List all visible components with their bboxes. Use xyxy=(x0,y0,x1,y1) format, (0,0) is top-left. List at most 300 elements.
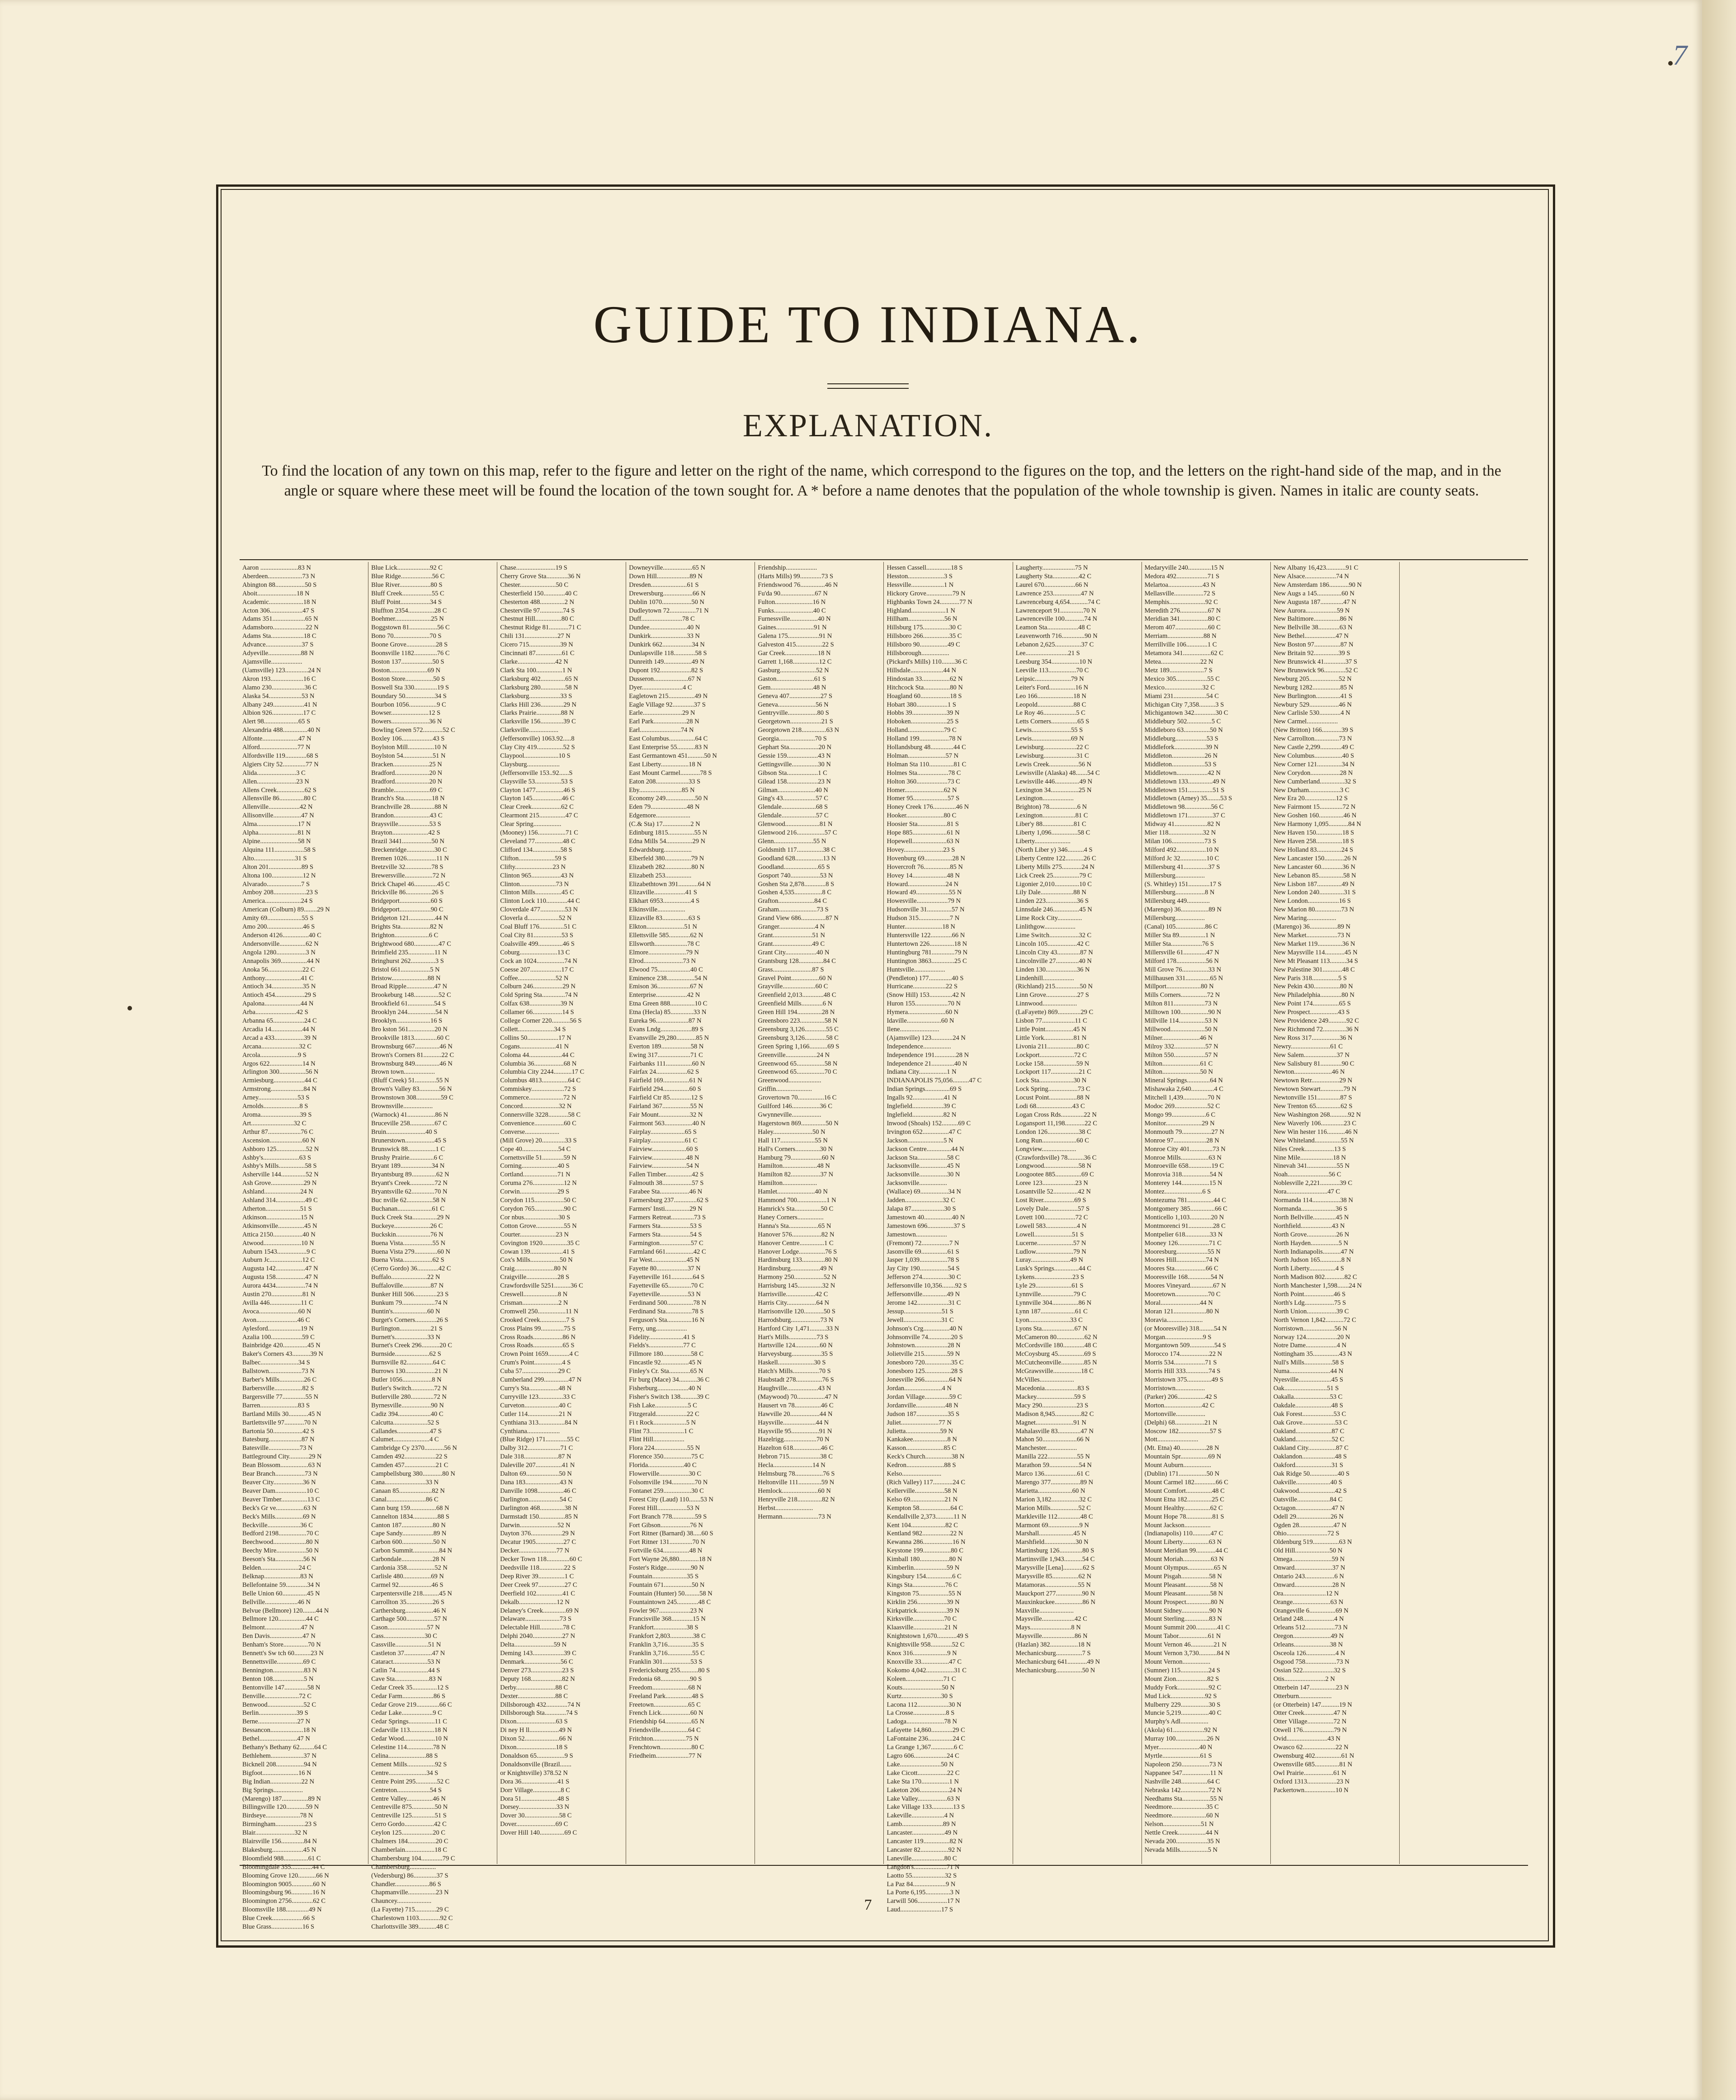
town-entry: New Durham...................3 C xyxy=(1273,786,1349,794)
town-entry: Burnett's....................33 N xyxy=(371,1333,440,1341)
town-entry: Burnet's Creek 296...........20 C xyxy=(371,1342,453,1350)
town-entry: (S. Whitley) 151.............17 S xyxy=(1144,880,1222,888)
town-entry: Chestnut Hill................80 C xyxy=(500,615,574,623)
town-entry: Edna Mills 54................29 N xyxy=(629,838,706,845)
town-entry: Jadden.......................32 C xyxy=(887,1197,955,1204)
town-entry: Enterprise...................42 N xyxy=(629,991,700,999)
town-entry: Blue Ridge...................56 C xyxy=(371,572,445,580)
town-entry: Hillsburg 175................30 C xyxy=(887,624,962,632)
town-entry: Huntertown 226...............18 N xyxy=(887,940,967,948)
town-entry: New Corydon..................28 N xyxy=(1273,769,1353,777)
town-entry: Bloomfield 988...............61 C xyxy=(242,1855,321,1862)
town-entry: Fidelity.....................41 S xyxy=(629,1333,695,1341)
town-entry: Hillsboro 90.................49 C xyxy=(887,641,960,649)
town-entry: Mooresburg...................55 N xyxy=(1144,1248,1221,1255)
town-entry: Orangeville 6................69 N xyxy=(1273,1607,1349,1614)
town-entry: Dexter.......................88 C xyxy=(500,1692,568,1700)
town-entry: Gaines.......................91 N xyxy=(758,624,827,632)
town-entry: Fountain (Hunter) 50.........58 N xyxy=(629,1590,712,1597)
town-entry: Lockport 117.................21 C xyxy=(1015,1068,1091,1076)
town-entry: Goodland.....................65 S xyxy=(758,863,830,871)
town-entry: Cana.........................33 N xyxy=(371,1478,439,1486)
town-entry: Corwin.......................29 S xyxy=(500,1188,570,1196)
index-top-rule xyxy=(240,559,1528,560)
town-entry: Franklin 3,716...............35 S xyxy=(629,1641,704,1649)
town-entry: New Lancaster 60.............36 N xyxy=(1273,863,1355,871)
town-entry: Bethany's Bethany 62.........64 C xyxy=(242,1744,327,1751)
town-entry: Atkinsonville................45 N xyxy=(242,1222,317,1230)
town-entry: Flowerville..................30 C xyxy=(629,1470,702,1478)
town-entry: Adamsboro....................22 N xyxy=(242,624,319,632)
town-entry: (Maywood) 70.................47 N xyxy=(758,1393,838,1401)
town-entry: Flint Hill................... xyxy=(629,1436,684,1444)
town-entry: Canaan 85....................82 N xyxy=(371,1487,445,1495)
town-entry: Heltonville 111..............59 N xyxy=(758,1478,835,1486)
town-entry: Kentland 982.................22 N xyxy=(887,1530,963,1538)
town-entry: Coalsville 499...............46 S xyxy=(500,940,575,948)
town-entry: Fairview.....................48 N xyxy=(629,1154,699,1161)
town-entry: Jasonville 69................61 S xyxy=(887,1248,959,1255)
index-column xyxy=(755,562,884,1864)
town-entry: New Holland 83...............24 S xyxy=(1273,846,1354,854)
town-entry: Bowser.......................12 S xyxy=(371,709,441,717)
town-entry: Holland......................79 C xyxy=(887,727,957,734)
town-entry: Canal........................86 C xyxy=(371,1496,439,1503)
town-entry: Claysville 53................53 S xyxy=(500,778,573,785)
town-entry: (Jeffersonville 153..92......S xyxy=(500,769,573,777)
town-entry: Morocco 174..................22 N xyxy=(1144,1350,1222,1358)
town-entry: Mount Vernon 3,730...........84 N xyxy=(1144,1650,1230,1657)
town-entry: North Madison 802............82 C xyxy=(1273,1274,1357,1281)
town-entry: Montpelier 618...............33 N xyxy=(1144,1231,1223,1238)
town-entry: Mount Healthy................62 C xyxy=(1144,1504,1223,1512)
town-entry: Columbia 36..................68 N xyxy=(500,1060,577,1067)
town-entry: Delectable Hill..............78 C xyxy=(500,1624,576,1632)
town-entry: Cape Sandy...................89 N xyxy=(371,1530,447,1538)
town-entry: Mount Jackson................ xyxy=(1144,1521,1211,1529)
town-entry: Kempton 58...................64 C xyxy=(887,1504,963,1512)
town-entry: Normanda.....................36 S xyxy=(1273,1205,1348,1213)
town-entry: Larwill 506..................17 N xyxy=(887,1897,960,1905)
town-entry: New Corner 121...............34 N xyxy=(1273,760,1355,768)
town-entry: Deerfield 102................41 C xyxy=(500,1590,576,1597)
town-entry: Delaware.....................73 S xyxy=(500,1615,572,1623)
town-entry: Bartland Mills 30............45 N xyxy=(242,1410,321,1418)
town-entry: Mineral Springs..............64 N xyxy=(1144,1077,1223,1085)
town-entry: Noah.........................56 C xyxy=(1273,1171,1341,1179)
town-entry: Alida........................3 C xyxy=(242,769,306,777)
town-entry: Centreville 125..............51 S xyxy=(371,1812,447,1820)
town-entry: Bunkum 79....................74 N xyxy=(371,1299,448,1307)
town-entry: Florida......................40 C xyxy=(629,1462,697,1469)
town-entry: Corydon 115..................50 C xyxy=(500,1197,576,1204)
town-entry: Cataract.....................53 N xyxy=(371,1658,441,1666)
town-entry: Oakalla......................53 C xyxy=(1273,1393,1343,1401)
town-entry: Blooming Grove 120...........66 N xyxy=(242,1872,329,1879)
town-entry: Mount Liberty................63 N xyxy=(1144,1538,1222,1546)
town-entry: Billingsville 120............59 N xyxy=(242,1803,319,1811)
town-entry: Clay City 419................52 S xyxy=(500,744,575,751)
town-entry: Nevada 200...................35 N xyxy=(1144,1838,1220,1845)
town-entry: Cor nbus.....................30 S xyxy=(500,1213,571,1221)
town-entry: Bruceville 258...............67 C xyxy=(371,1119,448,1127)
town-entry: Carpentersville 218..........45 N xyxy=(371,1590,452,1597)
town-entry: (North Liber y) 346..........4 S xyxy=(1015,846,1093,854)
town-entry: Bruin........................40 S xyxy=(371,1128,438,1136)
town-entry: Alvarado.....................7 S xyxy=(242,880,310,888)
town-entry: Converse..................... xyxy=(500,1128,560,1136)
town-entry: Grant........................49 C xyxy=(758,940,825,948)
town-entry: Mier 118.....................32 N xyxy=(1144,829,1216,837)
town-entry: Carthersburg.................46 N xyxy=(371,1607,446,1614)
town-entry: Celina.......................88 S xyxy=(371,1752,438,1760)
town-entry: Cogans......................41 N xyxy=(500,1043,569,1050)
town-entry: Fayetteville 161.............64 S xyxy=(629,1274,705,1281)
town-entry: Lynnville....................79 C xyxy=(1015,1291,1086,1298)
town-entry: Osceola 126..................4 N xyxy=(1273,1650,1345,1657)
town-entry: Celestine 114................78 N xyxy=(371,1744,446,1751)
town-entry: Honey Creek 176..............46 N xyxy=(887,803,969,811)
town-entry: Mount Moriah.................63 N xyxy=(1144,1556,1224,1563)
town-entry: Henryville 218...............82 N xyxy=(758,1496,835,1503)
town-entry: New Richmond 72..............36 N xyxy=(1273,1025,1359,1033)
town-entry: Hillsborough................. xyxy=(887,650,949,657)
town-entry: Mooney 126...................71 C xyxy=(1144,1239,1222,1247)
town-entry: Newtown Stewart..............79 N xyxy=(1273,1085,1357,1093)
town-entry: North Judson 165.............8 N xyxy=(1273,1256,1351,1264)
town-entry: New Augusta 187..............47 N xyxy=(1273,598,1357,606)
town-entry: Mooretown....................70 C xyxy=(1144,1291,1221,1298)
town-entry: Elrod........................73 N xyxy=(629,957,696,965)
town-entry: Ferguson's Sta...............16 N xyxy=(629,1316,705,1324)
town-entry: Niles Creek..................13 S xyxy=(1273,1145,1346,1153)
town-entry: Hope 885.....................61 N xyxy=(887,829,960,837)
town-entry: Curryville 123...............33 C xyxy=(500,1393,576,1401)
town-entry: New Washington 268...........92 N xyxy=(1273,1111,1361,1118)
town-entry: Branchville 28...............88 N xyxy=(371,803,448,811)
town-entry: East Enterprise 55...........83 N xyxy=(629,744,708,751)
town-entry: Lake Sta 170.................1 N xyxy=(887,1778,959,1785)
town-entry: Berne........................27 N xyxy=(242,1718,311,1726)
town-entry: Independence 191.............28 N xyxy=(887,1051,969,1059)
town-entry: Brookeburg 148...............52 C xyxy=(371,991,451,999)
town-entry: Craig........................80 N xyxy=(500,1265,567,1273)
town-entry: Manchester................... xyxy=(1015,1444,1077,1452)
town-entry: Oregon.......................49 N xyxy=(1273,1633,1344,1640)
town-entry: Mexico 305...................55 C xyxy=(1144,675,1220,683)
town-entry: Ossian 522...................32 S xyxy=(1273,1666,1346,1674)
town-entry: Leeville 113.................70 C xyxy=(1015,666,1089,674)
town-entry: Cross Roads..................65 S xyxy=(500,1342,575,1350)
town-entry: North Hayden.................5 N xyxy=(1273,1239,1349,1247)
town-entry: Chandler.....................86 S xyxy=(371,1880,441,1888)
town-entry: Marietta.....................60 N xyxy=(1015,1487,1085,1495)
town-entry: Alpha........................81 N xyxy=(242,829,311,837)
town-entry: Burnsville 82................64 C xyxy=(371,1359,446,1367)
town-entry: New Salem....................37 N xyxy=(1273,1051,1350,1059)
town-entry: Cincinnati 87................61 C xyxy=(500,650,575,657)
town-entry: Octagon......................47 N xyxy=(1273,1504,1345,1512)
town-entry: Belvue (Bellmore) 120........44 N xyxy=(242,1607,329,1614)
town-entry: Little York..................81 N xyxy=(1015,1034,1087,1042)
town-entry: (Jeffersonville) 1063.92.....8 xyxy=(500,735,575,743)
town-entry: Mount Etna 182...............25 C xyxy=(1144,1496,1225,1503)
town-entry: Alert 98.....................65 S xyxy=(242,718,311,726)
town-entry: East Columbus................64 C xyxy=(629,735,708,743)
town-entry: Notre Dame...................4 N xyxy=(1273,1342,1347,1350)
town-entry: Clarksville 156..............39 C xyxy=(500,718,576,726)
town-entry: Montmorenci 91...............28 C xyxy=(1144,1222,1226,1230)
town-entry: Freedom......................68 N xyxy=(629,1684,702,1691)
town-entry: Kasson.......................85 C xyxy=(887,1444,957,1452)
town-entry: Fontanet 259.................30 C xyxy=(629,1487,704,1495)
town-entry: Brookfield 61................54 S xyxy=(371,1000,446,1008)
town-entry: Longwood.....................58 N xyxy=(1015,1162,1092,1170)
town-entry: Luray........................49 N xyxy=(1015,1256,1083,1264)
town-entry: Leavenworth 716..............90 N xyxy=(1015,632,1098,640)
town-entry: Murphy's Adl................. xyxy=(1144,1718,1208,1726)
town-entry: Hamilton 82..................37 N xyxy=(758,1171,834,1179)
town-entry: Inwood (Shoals) 152..........69 C xyxy=(887,1119,971,1127)
town-entry: Lynn 187.....................61 C xyxy=(1015,1307,1088,1315)
town-entry: Amboy 208....................23 S xyxy=(242,889,318,897)
town-entry: Bessancon....................18 N xyxy=(242,1727,316,1734)
town-entry: Monmouth 79..................27 N xyxy=(1144,1128,1225,1136)
town-entry: Boston 137...................50 S xyxy=(371,658,444,665)
town-entry: Lowell.......................51 S xyxy=(1015,1231,1084,1238)
town-entry: Farmers Sta..................53 S xyxy=(629,1222,702,1230)
town-entry: Bro kston 561................20 N xyxy=(371,1025,448,1033)
index-column xyxy=(884,562,1013,1914)
town-entry: Marengo 377..................89 N xyxy=(1015,1478,1094,1486)
town-entry: Centre Valley................46 N xyxy=(371,1795,446,1803)
town-entry: New Ross 317.................36 N xyxy=(1273,1034,1353,1042)
town-entry: Laud.........................17 S xyxy=(887,1906,953,1914)
town-entry: Cowan 139....................41 S xyxy=(500,1248,575,1255)
town-entry: Franklin 301.................53 S xyxy=(629,1658,703,1666)
town-entry: Bowers.......................36 N xyxy=(371,718,442,726)
town-entry: Millville 114................53 N xyxy=(1144,1017,1218,1025)
town-entry: Gilead 158...................23 N xyxy=(758,778,831,785)
town-entry: Brunswick 88.................1 C xyxy=(371,1145,445,1153)
town-entry: New Fairmont 15..............72 N xyxy=(1273,803,1356,811)
town-entry: Liberty...................... xyxy=(1015,838,1071,845)
town-entry: Acton 306....................47 S xyxy=(242,607,315,614)
town-entry: Armiesburg...................44 C xyxy=(242,1077,317,1085)
town-entry: Bear Branch..................73 N xyxy=(242,1470,318,1478)
town-entry: Belden.......................24 C xyxy=(242,1564,311,1572)
town-entry: New Haven 150................18 S xyxy=(1273,829,1354,837)
town-entry: Lafayette 14,860.............29 C xyxy=(887,1727,965,1734)
town-entry: Beeson's Sta.................56 N xyxy=(242,1556,316,1563)
town-entry: Mott......................... xyxy=(1144,1436,1198,1444)
town-entry: Hamburg 79...................60 N xyxy=(758,1154,835,1161)
town-entry: Benwood......................52 C xyxy=(242,1701,316,1708)
town-entry: Morton.......................42 C xyxy=(1144,1402,1215,1409)
town-entry: Juliet.......................77 N xyxy=(887,1419,952,1426)
town-entry: Goodland 628.................13 N xyxy=(758,854,836,862)
town-entry: Millersburg.................. xyxy=(1144,915,1205,922)
town-entry: Hamlet.......................40 N xyxy=(758,1188,828,1196)
town-entry: Attica 2150..................40 N xyxy=(242,1231,316,1238)
town-entry: Fu'da 90.....................67 N xyxy=(758,590,828,597)
town-entry: Middletown 98................56 C xyxy=(1144,803,1224,811)
town-entry: Ingalls 92...................41 N xyxy=(887,1094,957,1102)
town-entry: Earl.........................74 N xyxy=(629,727,694,734)
town-entry: Hudsonville 31...............57 N xyxy=(887,906,965,914)
town-entry: Coburg.......................13 C xyxy=(500,949,570,956)
town-entry: Middletown...................42 N xyxy=(1144,769,1221,777)
town-entry: Monroeville 658..............19 C xyxy=(1144,1162,1224,1170)
town-entry: Mays.........................8 N xyxy=(1015,1624,1081,1632)
town-entry: Anoka 56.....................22 C xyxy=(242,966,315,973)
town-entry: Advance......................37 S xyxy=(242,641,314,649)
town-entry: Buena Vista 279..............60 N xyxy=(371,1248,450,1255)
town-entry: Dunreith 149.................49 N xyxy=(629,658,705,665)
town-entry: Fountain.....................35 S xyxy=(629,1572,699,1580)
town-entry: Oatsville....................84 C xyxy=(1273,1496,1343,1503)
town-entry: Hatch's Mills................70 S xyxy=(758,1368,831,1375)
town-entry: Magnet.......................91 N xyxy=(1015,1419,1086,1426)
town-entry: Leo 166......................18 N xyxy=(1015,692,1086,700)
town-entry: Moravia...................... xyxy=(1144,1316,1203,1324)
town-entry: Chestnut Ridge 81............71 C xyxy=(500,624,581,632)
town-entry: Lewis Creek..................56 N xyxy=(1015,760,1092,768)
town-entry: Adams 351....................65 N xyxy=(242,615,318,623)
town-entry: Lewisville (Alaska) 48.......54 C xyxy=(1015,769,1100,777)
town-entry: Emison 36....................67 N xyxy=(629,983,703,991)
town-entry: (Fremont) 72.................7 N xyxy=(887,1239,959,1247)
town-entry: Curry's Sta..................48 N xyxy=(500,1385,572,1392)
town-entry: Mills Corners................72 N xyxy=(1144,991,1220,999)
town-entry: Bargersville 77..............55 N xyxy=(242,1393,319,1401)
town-entry: Lake Village 133.............13 S xyxy=(887,1803,965,1811)
town-entry: Brunerstown..................45 S xyxy=(371,1137,447,1144)
town-entry: Oakland......................87 C xyxy=(1273,1427,1344,1435)
town-entry: Cason........................57 N xyxy=(371,1624,440,1632)
town-entry: (Warnock) 41.................86 N xyxy=(371,1111,448,1118)
town-entry: Big Springs.................. xyxy=(242,1786,303,1794)
town-entry: Collett......................34 S xyxy=(500,1025,566,1033)
town-entry: Lost River...................69 S xyxy=(1015,1197,1086,1204)
town-entry: Geneva.......................56 N xyxy=(758,701,829,708)
town-entry: Otterburn.................... xyxy=(1273,1692,1332,1700)
town-entry: Georgia......................70 S xyxy=(758,735,827,743)
town-entry: Metea........................22 N xyxy=(1144,658,1213,665)
town-entry: Brighton.....................6 C xyxy=(371,931,439,939)
town-entry: Indian Springs...............69 S xyxy=(887,1085,962,1093)
town-entry: Aaron .......................83 N xyxy=(242,564,311,571)
town-entry: Montez.......................6 S xyxy=(1144,1188,1211,1196)
town-entry: Clifton......................59 S xyxy=(500,854,567,862)
town-entry: Gettingsville................30 N xyxy=(758,760,831,768)
town-entry: Coffee.......................52 N xyxy=(500,974,569,982)
town-entry: Lexington....................81 C xyxy=(1015,812,1088,820)
town-entry: Boone Grove..................28 S xyxy=(371,641,448,649)
town-entry: Alfonte......................47 N xyxy=(242,735,311,743)
town-entry: Millersburg 41...............37 S xyxy=(1144,863,1220,871)
town-entry: New Lebanon 85...............58 N xyxy=(1273,872,1356,879)
town-entry: Eureka 96....................87 N xyxy=(629,1017,702,1025)
town-entry: Castleton 37.................47 N xyxy=(371,1650,445,1657)
town-entry: Butler's Switch..............72 N xyxy=(371,1385,447,1392)
town-entry: Mount Pleasant...............58 N xyxy=(1144,1581,1223,1589)
town-entry: Blue River...................80 S xyxy=(371,581,443,589)
town-entry: Marysville 85................62 N xyxy=(1015,1572,1092,1580)
town-entry: Bicknell 208.................94 N xyxy=(242,1760,317,1768)
town-entry: Burrows 130..................21 N xyxy=(371,1368,448,1375)
town-entry: Kimberlin....................59 N xyxy=(887,1564,960,1572)
town-entry: Cedar Lake...................9 C xyxy=(371,1709,442,1717)
town-entry: New Bellville 38.............63 N xyxy=(1273,624,1353,632)
town-entry: Glendale.....................68 S xyxy=(758,803,828,811)
town-entry: New Marion 80................73 N xyxy=(1273,906,1354,914)
town-entry: La Paz 84....................9 N xyxy=(887,1880,956,1888)
town-entry: Mount Carmel 182.............66 C xyxy=(1144,1478,1228,1486)
town-entry: Farabee Sta..................46 N xyxy=(629,1188,703,1196)
town-entry: Farmers Sta..................54 S xyxy=(629,1231,702,1238)
town-entry: Kimball 180..................80 N xyxy=(887,1556,962,1563)
town-entry: Elizaville...................41 S xyxy=(629,889,697,897)
town-entry: Oak Forest...................53 C xyxy=(1273,1410,1346,1418)
town-entry: Bono 70......................70 S xyxy=(371,632,442,640)
town-entry: (LaFayette) 869..............29 C xyxy=(1015,1009,1094,1016)
town-entry: Eby..........................85 N xyxy=(629,786,695,794)
town-entry: Marion Mills.................52 C xyxy=(1015,1504,1091,1512)
town-entry: Dillsborough 432.............74 N xyxy=(500,1701,580,1708)
town-entry: Oakville.....................40 S xyxy=(1273,1478,1342,1486)
town-entry: Cannelton 1834...............88 S xyxy=(371,1513,449,1520)
town-entry: Longview..................... xyxy=(1015,1145,1076,1153)
town-entry: Fincastle 92.................45 N xyxy=(629,1359,702,1367)
town-entry: Belmont......................47 N xyxy=(242,1624,314,1632)
town-entry: Ballstown....................73 N xyxy=(242,1368,315,1375)
town-entry: Ladoga.......................78 N xyxy=(887,1718,957,1726)
town-entry: New Amsterdam 186............90 N xyxy=(1273,581,1362,589)
town-entry: Jonesville 266...............64 N xyxy=(887,1376,962,1384)
town-entry: Carlisle 480.................69 N xyxy=(371,1572,444,1580)
town-entry: Freetown.....................65 C xyxy=(629,1701,701,1708)
town-entry: Lucerne......................57 N xyxy=(1015,1239,1086,1247)
town-entry: (Canal) 105..................86 C xyxy=(1144,923,1218,931)
town-entry: East Germantown 451..........50 N xyxy=(629,752,717,760)
town-entry: New Harmony 1,095............84 N xyxy=(1273,821,1361,828)
town-entry: Hillsdale....................44 N xyxy=(887,666,956,674)
town-entry: Angola 1280..................3 N xyxy=(242,949,316,956)
town-entry: Bracken......................25 N xyxy=(371,760,442,768)
town-entry: Bluff Point..................34 S xyxy=(371,598,442,606)
town-entry: Fairplay.....................61 C xyxy=(629,1137,698,1144)
town-entry: Arba.........................42 S xyxy=(242,1009,308,1016)
town-entry: Laugherty Sta................42 C xyxy=(1015,572,1092,580)
town-entry: Lake Cicott..................22 C xyxy=(887,1769,960,1777)
town-entry: New Paris 318................5 S xyxy=(1273,974,1347,982)
town-entry: Orange.......................63 N xyxy=(1273,1598,1344,1606)
town-entry: Fairview.....................60 S xyxy=(629,1145,698,1153)
town-entry: Eminence 238.................54 N xyxy=(629,974,708,982)
town-entry: Mechanicsburg................50 N xyxy=(1015,1666,1095,1674)
town-entry: Ajamsville................... xyxy=(242,658,302,665)
town-entry: Cave Sta.....................83 N xyxy=(371,1675,442,1683)
town-entry: Glenwood 216.................57 C xyxy=(758,829,837,837)
town-entry: Ontario 243..................6 N xyxy=(1273,1572,1344,1580)
town-entry: Idaville.....................60 N xyxy=(887,1017,954,1025)
town-entry: (Hazlan) 382.................18 N xyxy=(1015,1641,1091,1649)
town-entry: Cambridge Cy 2370............56 N xyxy=(371,1444,457,1452)
town-entry: Apalona......................44 N xyxy=(242,1000,314,1008)
town-entry: New Baltimore................86 N xyxy=(1273,615,1353,623)
explanation-text: To find the location of any town on this map, refer to the figure and letter on the right of the name, which correspond to the figures on the top, and the letters on the right-hand side of the map, and in the angle or square where these meet will be found the location of the town sought for. A * before a name denotes that the population of the whole township is given. Names in italic are county seats. xyxy=(262,462,1501,499)
